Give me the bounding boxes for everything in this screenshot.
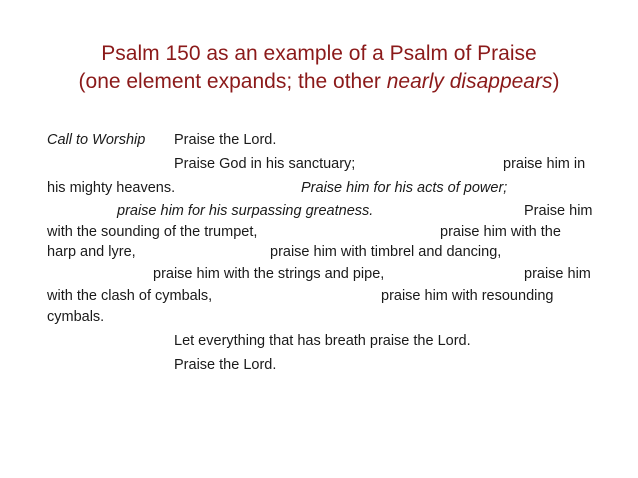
- psalm-line: Praise God in his sanctuary;: [174, 156, 356, 172]
- psalm-line: Praise him: [524, 203, 593, 219]
- call-to-worship-text: Praise the Lord.: [174, 132, 277, 148]
- psalm-line: Praise the Lord.: [174, 357, 277, 373]
- psalm-line: his mighty heavens.: [47, 180, 176, 196]
- psalm-line-italic: praise him for his surpassing greatness.: [117, 203, 374, 219]
- psalm-line: with the sounding of the trumpet,: [47, 224, 258, 240]
- call-to-worship-label: Call to Worship: [47, 132, 146, 148]
- psalm-line: praise him with timbrel and dancing,: [270, 244, 502, 260]
- title-line-2-prefix: (one element expands; the other: [78, 70, 387, 93]
- psalm-line: with the clash of cymbals,: [47, 288, 213, 304]
- psalm-line: praise him with resounding: [381, 288, 554, 304]
- psalm-line: cymbals.: [47, 309, 105, 325]
- title-line-2-suffix: ): [552, 70, 560, 93]
- psalm-line: praise him: [524, 266, 591, 282]
- psalm-line-italic: Praise him for his acts of power;: [301, 180, 508, 196]
- psalm-line: praise him with the: [440, 224, 561, 240]
- title-line-1: Psalm 150 as an example of a Psalm of Praise: [101, 42, 537, 65]
- title-emphasis: nearly disappears: [386, 70, 553, 93]
- psalm-line: harp and lyre,: [47, 244, 136, 260]
- psalm-line: Let everything that has breath praise the Lord.: [174, 333, 471, 349]
- psalm-line: praise him in: [503, 156, 586, 172]
- psalm-line: praise him with the strings and pipe,: [153, 266, 385, 282]
